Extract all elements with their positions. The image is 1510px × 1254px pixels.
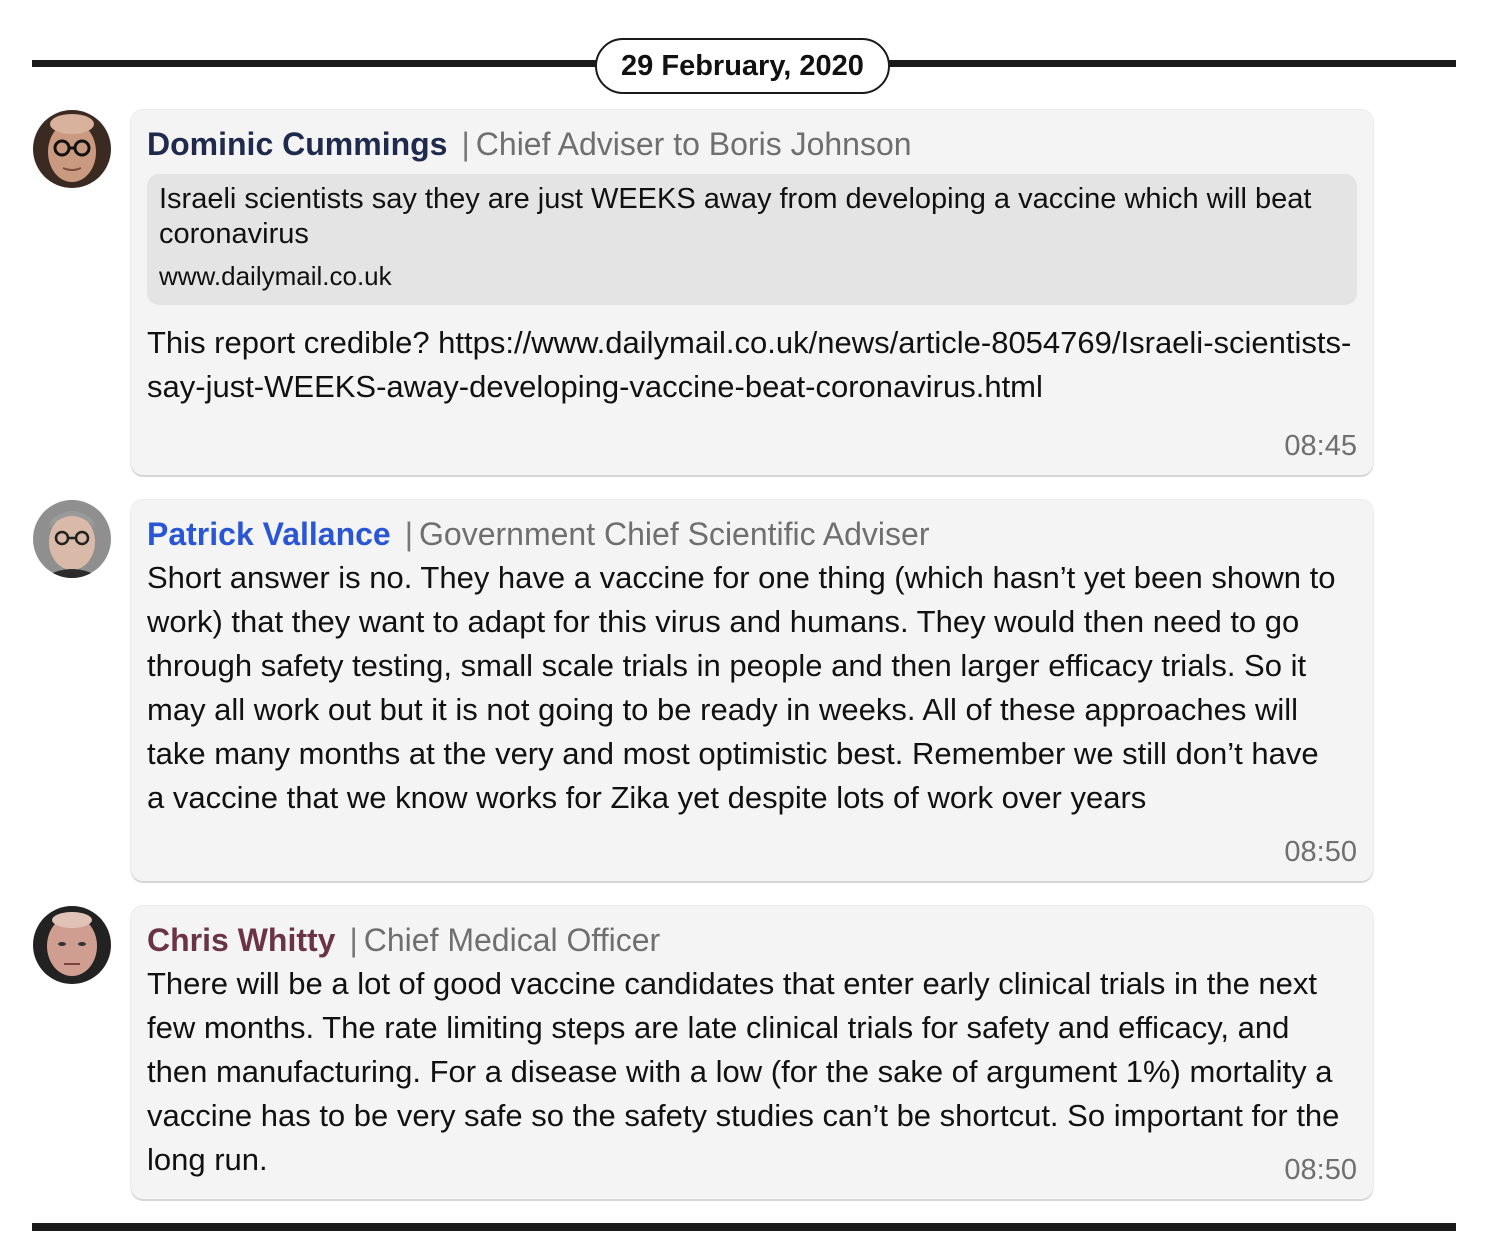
person-avatar-icon [33, 500, 111, 578]
date-label: 29 February, 2020 [595, 38, 890, 94]
message-time: 08:50 [1284, 1154, 1357, 1186]
link-preview-title: Israeli scientists say they are just WEEKS away from developing a vaccine which will beat coronavirus [159, 183, 1312, 250]
person-avatar-icon [33, 110, 111, 188]
message-text: This report credible? https://www.dailymail.co.uk/news/article-8054769/Israeli-scientists-say-just-WEEKS-away-developing-vaccine-beat-coronavirus.html [147, 325, 1352, 404]
sender-name[interactable]: Chris Whitty [147, 922, 336, 958]
sender-name[interactable]: Dominic Cummings [147, 126, 448, 162]
link-preview-domain: www.dailymail.co.uk [159, 261, 392, 291]
message-bubble[interactable] [131, 500, 1373, 881]
bottom-divider-line [32, 1223, 1456, 1231]
avatar-chris-whitty[interactable] [33, 906, 111, 984]
header-separator: | [404, 516, 414, 552]
header-separator: | [461, 126, 470, 162]
message-header [147, 124, 1357, 164]
message-header [147, 920, 1357, 960]
message-bubble[interactable] [131, 110, 1373, 475]
message-text: Short answer is no. They have a vaccine for one thing (which hasn’t yet been shown to work) that they want to adapt for this virus and humans. They would then need to go through safety testing, small scale trials in people and then larger efficacy trials. So it may all work out but it is not going to be ready in weeks. All of these approaches will take many months at the very and most optimistic best. Remember we still don’t have a vaccine that we know works for Zika yet despite lots of work over years [147, 560, 1336, 815]
sender-role: Government Chief Scientific Adviser [419, 516, 930, 552]
avatar-patrick-vallance[interactable] [33, 500, 111, 578]
message-text: There will be a lot of good vaccine candidates that enter early clinical trials in the next few months. The rate limiting steps are late clinical trials for safety and efficacy, and then manufacturing. For a disease with a low (for the sake of argument 1%) mortality a vaccine has to be very safe so the safety studies can’t be shortcut. So important for the long run. [147, 966, 1340, 1177]
message-time: 08:50 [1284, 836, 1357, 868]
person-avatar-icon [33, 906, 111, 984]
avatar-dominic-cummings[interactable] [33, 110, 111, 188]
message-header [147, 514, 1357, 554]
sender-role: Chief Adviser to Boris Johnson [475, 126, 912, 162]
message-time: 08:45 [1284, 430, 1357, 462]
header-separator: | [349, 922, 358, 958]
sender-role: Chief Medical Officer [363, 922, 661, 958]
message-bubble[interactable] [131, 906, 1373, 1199]
sender-name[interactable]: Patrick Vallance [147, 516, 391, 552]
link-preview[interactable] [147, 174, 1357, 305]
